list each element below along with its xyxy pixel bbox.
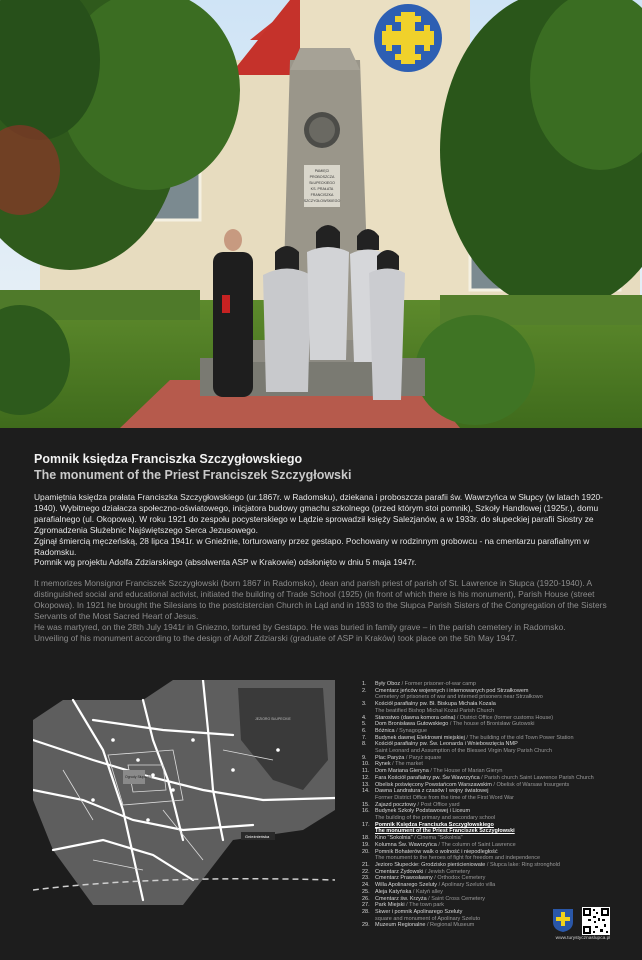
legend-text	[375, 849, 540, 862]
paragraph: It memorizes Monsignor Franciszek Szczygłowski (born 1867 in Radomsko), dean and parish priest of parish of St. Lawrence in Słupca (1920-1940). A distinguished social and educational activist, initiated the building of Trade School (1925) (in front of which there is his monument), Parish House (street Okopowa). In 1921 he brought the Silesians to the postcistercian Church in Ląd and in 1933 to the Słupca Parish Sisters of the Congregation of the Sisters Servants of the Most Sacred Heart of Jesus.	[34, 578, 607, 621]
legend-text: Były Oboz / Former prisoner-of-war camp	[375, 681, 476, 687]
legend-item	[362, 788, 622, 801]
legend-item	[362, 741, 622, 754]
legend-number: 13.	[362, 781, 370, 788]
legend-text	[375, 808, 495, 821]
legend-text: Dom Bronisława Gutowskiego / The house of Bronisław Gutowski	[375, 721, 535, 728]
legend-item	[362, 889, 622, 896]
paragraph: Upamiętnia księdza prałata Franciszka Szczygłowskiego (ur.1867r. w Radomsku), dziekana i proboszcza parafii św. Wawrzyńca w Słupcy (w latach 1920-1940). Wybitnego działacza społeczno-oświatowego, inicjatora budowy gmachu szkolnego (przed którym stoi pomnik), Szkoły Handlowej (1925r.), domu parafialnego (ul. Okopowa). W roku 1921 do zespołu pocysterskiego w Lądzie sprowadził księży Salezjanów, a w 1933r. do słupeckiej parafii Siostry ze Zgromadzenia Służebnic Najświętszego Serca Jezusowego.	[34, 492, 603, 535]
legend-item	[362, 842, 622, 849]
priest-figure	[213, 229, 253, 397]
legend-label-polish: Kościół parafialny pw. Św. Leonarda i Wniebowzięcia NMP	[375, 741, 518, 748]
title-english: The monument of the Priest Franciszek Szczygłowski	[34, 468, 352, 482]
legend-number: 21.	[362, 861, 370, 868]
legend-label-polish: Dawna Landratura z czasów I wojny światowej	[375, 788, 489, 795]
legend-number: 5.	[362, 721, 367, 728]
legend-text: Jezioro Słupeckie: Grodzisko pierścieniowate / Słupca lake: Ring stronghold	[375, 861, 560, 868]
legend-text: Obelisk poświęcony Powstańcom Warszawskim / Obelisk of Warsaw Insurgents	[375, 781, 570, 788]
legend-label-english: Parish church Saint Lawrence Parish Church	[484, 774, 594, 781]
legend-text: Park Miejski / The town park	[375, 902, 445, 909]
legend-text: Kino "Sokolnia" / Cinema "Sokolnia"	[375, 835, 463, 842]
plaque-line: SŁUPECKIEGO	[309, 181, 335, 185]
legend-label-polish: Cmentarz św. Krzyża	[375, 895, 427, 902]
town-label: Gnieźnieńska	[245, 834, 270, 839]
legend-item	[362, 869, 622, 876]
legend-number: 18.	[362, 835, 370, 842]
legend-label-polish: Plac Paryża	[375, 754, 405, 761]
legend-number: 12.	[362, 774, 370, 781]
legend-label-polish: Kościół parafialny pw. Bł. Biskupa Michała Kozala	[375, 701, 496, 708]
legend-text: Rynek / The market	[375, 761, 423, 768]
legend-label-english: The building of the old Town Power Station	[469, 734, 574, 741]
paragraph: Unveiling of his monument according to the design of Adolf Zdziarski (graduate of ASP in Kraków) took place on the 5th May 1947.	[34, 632, 518, 643]
legend-label-polish: Muzeum Regionalne	[375, 922, 426, 929]
legend-item	[362, 681, 622, 688]
legend-label-english: Słupca lake: Ring stronghold	[489, 861, 560, 868]
legend-label-english: Regional Museum	[430, 922, 475, 929]
legend-number: 3.	[362, 701, 367, 708]
nun-figure	[369, 250, 405, 400]
legend-item	[362, 755, 622, 762]
legend-label-polish: Cmentarz Prawosławny	[375, 875, 433, 882]
legend-text	[375, 909, 480, 922]
description-polish	[34, 492, 614, 568]
legend-number: 28.	[362, 908, 370, 915]
legend-text: Bóżnica / Synagogue	[375, 727, 428, 734]
legend-label-english: District Office (former customs House)	[460, 714, 554, 721]
legend-text: Muzeum Regionalne / Regional Museum	[375, 922, 475, 929]
legend-text: Aleja Katyńska / Katyń alley	[375, 888, 443, 895]
plaque-line: KS. PRAŁATA	[310, 187, 334, 191]
lake-label: JEZIORO SŁUPECKIE	[255, 717, 291, 721]
legend-label-english: Cinema "Sokolnia"	[417, 835, 463, 842]
legend-number: 8.	[362, 741, 367, 748]
website-link[interactable]: www.turystycznaslupca.pl	[555, 936, 611, 941]
legend-number: 6.	[362, 727, 367, 734]
legend-label-english: Synagogue	[399, 727, 428, 734]
legend-label-english: Orthodox Cemetery	[437, 875, 486, 882]
legend-label-english: Post Office yard	[420, 801, 460, 808]
legend-text	[375, 741, 552, 754]
legend-text: Budynek dawnej Elektrowni miejskiej / The building of the old Town Power Station	[375, 734, 574, 741]
legend-label-polish: Starostwo (dawna komora celna)	[375, 714, 456, 721]
legend-text	[375, 701, 496, 714]
legend-label-english: Apolinary Szeluto villa	[441, 882, 496, 889]
legend-number: 10.	[362, 761, 370, 768]
legend-label-polish: Cmentarz jeńców wojennych i internowanych pod Strzałkowem	[375, 687, 529, 694]
legend-label-polish: Rynek	[375, 761, 391, 768]
legend-number: 25.	[362, 888, 370, 895]
legend-label-english: Saint Cross Cemetery	[431, 895, 486, 902]
legend-number: 29.	[362, 922, 370, 929]
legend-number: 4.	[362, 714, 367, 721]
legend-label-polish: Budynek Szkoły Podstawowej i Liceum	[375, 808, 471, 815]
legend-label-english: The town park	[409, 902, 445, 909]
legend-label-polish: Willa Apolinarego Szeluty	[375, 882, 438, 889]
legend-item	[362, 802, 622, 809]
legend-label-polish: Obelisk poświęcony Powstańcom Warszawskim	[375, 781, 492, 788]
legend-label-polish: Cmentarz Żydowski	[375, 868, 424, 875]
legend-text: Cmentarz Żydowski / Jewish Cemetery	[375, 868, 471, 875]
plaque-line: PROBOSZCZA	[309, 175, 335, 179]
legend-item	[362, 775, 622, 782]
legend-text: Dom Mariana Gieryna / The House of Marian Gieryn	[375, 768, 503, 775]
legend-label-polish: Pomnik Księdza Franciszka Szczygłowskiego	[375, 821, 494, 828]
legend-text: Cmentarz św. Krzyża / Saint Cross Cemetery	[375, 895, 486, 902]
legend-label-polish: Jezioro Słupeckie: Grodzisko pierścieniowate	[375, 861, 486, 868]
legend-item	[362, 715, 622, 722]
legend-number: 15.	[362, 801, 370, 808]
legend-label-polish: Zajazd pocztowy	[375, 801, 416, 808]
legend-item	[362, 728, 622, 735]
monument-photo	[0, 0, 642, 428]
legend-item	[362, 808, 622, 821]
legend-label-english: The beatified Bishop Michał Kozal Parish Church	[375, 707, 495, 714]
legend-label-english: The House of Marian Gieryn	[433, 768, 503, 775]
description-english	[34, 578, 614, 643]
legend-label-polish: Pomnik Bohaterów walk o wolność i niepodległość	[375, 848, 498, 855]
legend-text: Fara Kościół parafialny pw. Św Wawrzyńca / Parish church Saint Lawrence Parish Church	[375, 774, 594, 781]
square-label: Ogrody Słupecko	[125, 775, 152, 779]
legend-label-polish: Fara Kościół parafialny pw. Św Wawrzyńca	[375, 774, 480, 781]
legend-text	[375, 822, 515, 835]
legend-number: 17.	[362, 821, 370, 828]
legend-item	[362, 849, 622, 862]
legend-number: 27.	[362, 902, 370, 909]
legend-label-english: The house of Bronisław Gutowski	[452, 721, 535, 728]
title-polish: Pomnik księdza Franciszka Szczygłowskiego	[34, 452, 303, 466]
legend-number: 26.	[362, 895, 370, 902]
legend-label-english: Obelisk of Warsaw Insurgents	[496, 781, 570, 788]
legend-label-polish: Były Oboz	[375, 681, 401, 687]
legend-label-polish: Park Miejski	[375, 902, 405, 909]
legend-label-english: Jewish Cemetery	[427, 868, 471, 875]
legend-number: 1.	[362, 681, 367, 687]
legend-label-english: The monument to the heroes of fight for freedom and independence	[375, 855, 541, 862]
legend-label-polish: Aleja Katyńska	[375, 888, 412, 895]
legend-number: 22.	[362, 868, 370, 875]
paragraph: He was martyred, on the 28th July 1941r in Gniezno, tortured by Gestapo. He was buried in family grave – in the parish cemetery in Radomsko.	[34, 621, 566, 632]
legend-label-polish: Bóżnica	[375, 727, 395, 734]
legend-text: Plac Paryża / Paryż square	[375, 754, 442, 761]
legend-item	[362, 896, 622, 903]
qr-code-icon[interactable]	[582, 907, 610, 935]
article-header	[34, 451, 614, 483]
legend-label-english: square and monument of Apolinary Szeluto	[375, 915, 481, 922]
legend-label-polish: Dom Mariana Gieryna	[375, 768, 429, 775]
legend-label-polish: Skwer i pomnik Apolinarego Szeluty	[375, 908, 463, 915]
legend-label-english: Saint Leonard and Assumption of the Blessed Virgin Mary Parish Church	[375, 748, 552, 755]
town-map	[33, 680, 335, 905]
legend-item	[362, 782, 622, 789]
legend-item	[362, 688, 622, 701]
legend-label-english: The building of the primary and secondary school	[375, 815, 496, 822]
legend-label-english: The column of Saint Lawrence	[441, 841, 516, 848]
legend-label-english: Paryż square	[408, 754, 442, 761]
legend-number: 7.	[362, 734, 367, 741]
legend-text: Willa Apolinarego Szeluty / Apolinary Szeluto villa	[375, 882, 496, 889]
legend-item	[362, 701, 622, 714]
legend-text: Kolumna Św. Wawrzyńca / The column of Saint Lawrence	[375, 841, 516, 848]
legend-number: 2.	[362, 687, 367, 694]
legend-label-english: Former prisoner-of-war camp	[404, 681, 476, 687]
legend-item	[362, 862, 622, 869]
legend-label-polish: Kolumna Św. Wawrzyńca	[375, 841, 437, 848]
legend-text	[375, 788, 514, 801]
legend-item	[362, 761, 622, 768]
legend-label-polish: Kino "Sokolnia"	[375, 835, 413, 842]
legend-text: Starostwo (dawna komora celna) / District Office (former customs House)	[375, 714, 554, 721]
legend-item	[362, 721, 622, 728]
legend-number: 23.	[362, 875, 370, 882]
town-coat-of-arms-icon	[552, 908, 574, 933]
legend-number: 20.	[362, 848, 370, 855]
legend-number: 14.	[362, 788, 370, 795]
legend-item	[362, 835, 622, 842]
legend-text: Cmentarz Prawosławny / Orthodox Cemetery	[375, 875, 486, 882]
legend-text: Zajazd pocztowy / Post Office yard	[375, 801, 460, 808]
legend-number: 19.	[362, 841, 370, 848]
legend-label-english: Former District Office from the time of the First Word War	[375, 794, 514, 801]
legend-item	[362, 875, 622, 882]
paragraph: Pomnik wg projektu Adolfa Zdziarskiego (absolwenta ASP w Krakowie) odsłonięto w dniu 5 maja 1947r.	[34, 557, 417, 568]
legend-label-polish: Dom Bronisława Gutowskiego	[375, 721, 449, 728]
plaque-line: FRANCISZKA	[310, 193, 334, 197]
legend-label-english: Cemetery of prisoners of war and interned prisoners near Strzałkowo	[375, 694, 543, 701]
legend-item	[362, 882, 622, 889]
legend-label-english: Katyń alley	[415, 888, 443, 895]
legend-item	[362, 822, 622, 835]
plaque-line: SZCZYGŁOWSKIEGO	[303, 199, 341, 203]
legend-label-english: The monument of the Priest Franciszek Szczygłowski	[375, 828, 515, 835]
paragraph: Zginął śmiercią męczeńską, 28 lipca 1941r. w Gnieźnie, torturowany przez gestapo. Pochowany w rodzinnym grobowcu - na cmentarzu parafialnym w Radomsku.	[34, 535, 590, 557]
map-legend	[362, 681, 622, 929]
plaque-line: PAMIĘCI	[314, 169, 330, 173]
legend-item	[362, 768, 622, 775]
legend-label-polish: Budynek dawnej Elektrowni miejskiej	[375, 734, 465, 741]
legend-text	[375, 688, 543, 701]
legend-label-english: The market	[395, 761, 423, 768]
legend-number: 11.	[362, 768, 370, 775]
legend-number: 9.	[362, 754, 367, 761]
legend-number: 24.	[362, 882, 370, 889]
legend-number: 16.	[362, 808, 370, 815]
